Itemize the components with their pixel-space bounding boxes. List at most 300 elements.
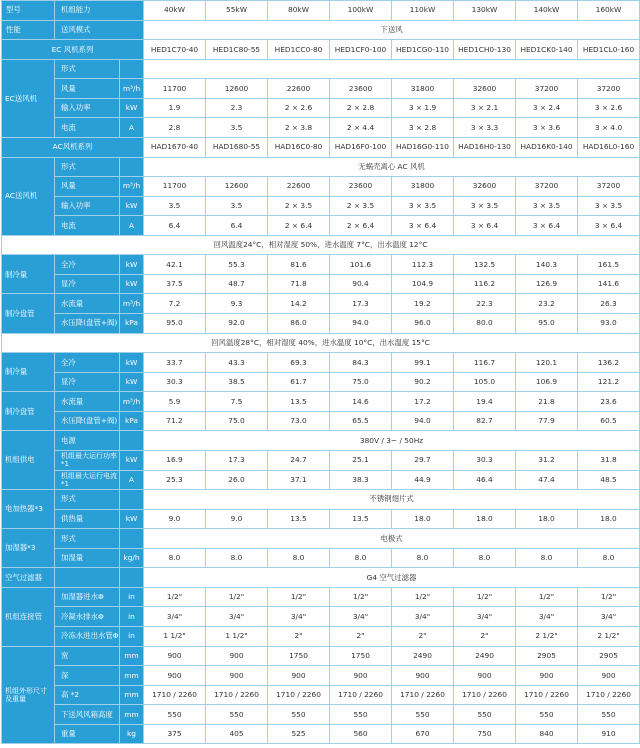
filter-unit [120, 568, 144, 588]
ac-airflow-cell: 37200 [516, 177, 578, 197]
ac-airflow-cell: 12600 [206, 177, 268, 197]
maxpower-cell: 31.8 [578, 450, 640, 470]
power-supply-group: 机组供电 [2, 431, 55, 490]
cond1-coil-group: 制冷盘管 [2, 294, 55, 333]
ac-form-label: 形式 [55, 157, 120, 177]
pipe-chw-label: 冷冻水进出水管Φ [55, 627, 120, 647]
cond2-drop-cell: 75.0 [206, 411, 268, 431]
dim-depth-cell: 900 [392, 666, 454, 686]
capacity-header: 80kW [268, 1, 330, 21]
humidifier-form-label: 形式 [55, 529, 120, 549]
humidifier-capacity-row [2, 548, 640, 568]
pipe-inlet-cell: 1/2" [454, 587, 516, 607]
dim-depth-label: 深 [55, 666, 120, 686]
ac-group-label: AC送风机 [2, 157, 55, 235]
ac-series-cell: HAD16G0-110 [392, 137, 454, 157]
cond2-drop-unit: kPa [120, 411, 144, 431]
humidifier-form-unit [120, 529, 144, 549]
heater-form-unit [120, 490, 144, 510]
cond2-sensible-row [2, 372, 640, 392]
pipe-chw-cell: 2 1/2" [578, 627, 640, 647]
cond2-drop-cell: 94.0 [392, 411, 454, 431]
heater-group: 电加热器*3 [2, 490, 55, 529]
ac-power-cell: 3.5 [144, 196, 206, 216]
ec-power-row [2, 98, 640, 118]
dim-outlet-cell: 550 [578, 705, 640, 725]
maxcurrent-cell: 47.4 [516, 470, 578, 490]
pipe-chw-cell: 2" [454, 627, 516, 647]
cond1-total-cell: 132.5 [454, 255, 516, 275]
cond1-water-row [2, 294, 640, 314]
cond1-drop-cell: 80.0 [454, 314, 516, 334]
ec-current-cell: 3 × 2.8 [392, 118, 454, 138]
cond1-water-unit: m³/h [120, 294, 144, 314]
dim-height-row [2, 685, 640, 705]
dim-height-cell: 1710 / 2260 [330, 685, 392, 705]
dim-depth-cell: 900 [578, 666, 640, 686]
ac-current-cell: 3 × 6.4 [578, 216, 640, 236]
pipe-inlet-cell: 1/2" [268, 587, 330, 607]
cond2-total-cell: 136.2 [578, 353, 640, 373]
ac-airflow-cell: 23600 [330, 177, 392, 197]
ec-current-cell: 3 × 4.0 [578, 118, 640, 138]
dim-height-unit: mm [120, 685, 144, 705]
maxpower-cell: 17.3 [206, 450, 268, 470]
cond1-sensible-unit: kW [120, 274, 144, 294]
ec-airflow-cell: 22600 [268, 79, 330, 99]
ac-series-label: AC风机系列 [2, 137, 144, 157]
cond2-water-cell: 5.9 [144, 392, 206, 412]
pipe-drain-cell: 3/4" [268, 607, 330, 627]
filter-row [2, 568, 640, 588]
model-label: 型号 [2, 1, 55, 21]
ac-power-cell: 3.5 [206, 196, 268, 216]
dim-width-cell: 1750 [268, 646, 330, 666]
dim-height-label: 高 *2 [55, 685, 120, 705]
heater-capacity-cell: 9.0 [206, 509, 268, 529]
dimensions-group: 机组外形尺寸及重量 [2, 646, 55, 744]
cond2-total-cell: 69.3 [268, 353, 330, 373]
ac-power-cell: 3 × 3.5 [516, 196, 578, 216]
humidifier-capacity-cell: 8.0 [268, 548, 330, 568]
ac-series-cell: HAD16K0-140 [516, 137, 578, 157]
dim-depth-cell: 900 [330, 666, 392, 686]
cond2-sensible-cell: 121.2 [578, 372, 640, 392]
ac-airflow-label: 风量 [55, 177, 120, 197]
cond1-drop-cell: 96.0 [392, 314, 454, 334]
cond1-water-cell: 22.3 [454, 294, 516, 314]
cond1-water-cell: 9.3 [206, 294, 268, 314]
dim-outlet-row [2, 705, 640, 725]
capacity-header: 55kW [206, 1, 268, 21]
maxpower-cell: 29.7 [392, 450, 454, 470]
ec-series-cell: HED1C70-40 [144, 40, 206, 60]
ec-airflow-cell: 31800 [392, 79, 454, 99]
dim-height-cell: 1710 / 2260 [516, 685, 578, 705]
cond1-total-cell: 140.3 [516, 255, 578, 275]
capacity-header: 110kW [392, 1, 454, 21]
cond2-note-row [2, 333, 640, 353]
cond1-sensible-cell: 90.4 [330, 274, 392, 294]
ac-series-cell: HAD1680-55 [206, 137, 268, 157]
ec-current-cell: 2 × 4.4 [330, 118, 392, 138]
heater-capacity-unit: kW [120, 509, 144, 529]
ec-current-label: 电流 [55, 118, 120, 138]
cond1-total-row [2, 255, 640, 275]
dim-width-row [2, 646, 640, 666]
ec-series-cell: HED1CC0-80 [268, 40, 330, 60]
cond2-water-cell: 19.4 [454, 392, 516, 412]
humidifier-capacity-label: 加湿量 [55, 548, 120, 568]
pipe-inlet-cell: 1/2" [144, 587, 206, 607]
dim-width-cell: 900 [144, 646, 206, 666]
cond1-note-row [2, 235, 640, 255]
ac-series-cell: HAD16H0-130 [454, 137, 516, 157]
humidifier-form-value: 电极式 [144, 529, 640, 549]
cond1-sensible-cell: 141.6 [578, 274, 640, 294]
filter-value: G4 空气过滤器 [144, 568, 640, 588]
heater-form-value: 不锈钢翅片式 [144, 490, 640, 510]
humidifier-capacity-cell: 8.0 [454, 548, 516, 568]
ac-current-cell: 3 × 6.4 [516, 216, 578, 236]
maxpower-cell: 31.2 [516, 450, 578, 470]
maxpower-cell: 16.9 [144, 450, 206, 470]
cond1-water-cell: 7.2 [144, 294, 206, 314]
ec-power-cell: 3 × 2.1 [454, 98, 516, 118]
ec-airflow-cell: 37200 [578, 79, 640, 99]
ec-airflow-label: 风量 [55, 79, 120, 99]
maxpower-cell: 30.3 [454, 450, 516, 470]
cond2-sensible-cell: 61.7 [268, 372, 330, 392]
pipe-drain-cell: 3/4" [144, 607, 206, 627]
cond2-total-row [2, 353, 640, 373]
ac-series-cell: HAD16C0-80 [268, 137, 330, 157]
cond2-water-cell: 23.6 [578, 392, 640, 412]
dim-depth-cell: 900 [516, 666, 578, 686]
dim-height-cell: 1710 / 2260 [268, 685, 330, 705]
dim-weight-cell: 405 [206, 724, 268, 744]
cond2-water-cell: 7.5 [206, 392, 268, 412]
cond1-total-cell: 101.6 [330, 255, 392, 275]
cond2-water-row [2, 392, 640, 412]
ec-current-cell: 3 × 3.3 [454, 118, 516, 138]
cond2-sensible-cell: 105.0 [454, 372, 516, 392]
ac-current-cell: 2 × 6.4 [268, 216, 330, 236]
dim-depth-unit: mm [120, 666, 144, 686]
maxcurrent-row [2, 470, 640, 490]
pipe-drain-row [2, 607, 640, 627]
maxcurrent-cell: 37.1 [268, 470, 330, 490]
ec-series-cell: HED1C80-55 [206, 40, 268, 60]
cond2-water-cell: 14.6 [330, 392, 392, 412]
pipe-inlet-cell: 1/2" [206, 587, 268, 607]
ac-series-cell: HAD16L0-160 [578, 137, 640, 157]
header-row-performance [2, 20, 640, 40]
cond2-water-cell: 21.8 [516, 392, 578, 412]
ec-form-label: 形式 [55, 59, 120, 79]
ac-power-cell: 3 × 3.5 [454, 196, 516, 216]
filter-group: 空气过滤器 [2, 568, 55, 588]
cond1-drop-cell: 95.0 [516, 314, 578, 334]
pipe-chw-cell: 1 1/2" [206, 627, 268, 647]
cond2-drop-cell: 73.0 [268, 411, 330, 431]
cond2-total-cell: 33.7 [144, 353, 206, 373]
dim-width-cell: 2490 [392, 646, 454, 666]
pipe-chw-unit: in [120, 627, 144, 647]
ac-power-cell: 3 × 3.5 [392, 196, 454, 216]
ac-power-unit: kW [120, 196, 144, 216]
cond1-sensible-row [2, 274, 640, 294]
ac-current-cell: 6.4 [206, 216, 268, 236]
airflow-mode-value: 下送风 [144, 20, 640, 40]
maxcurrent-cell: 26.0 [206, 470, 268, 490]
heater-capacity-cell: 18.0 [578, 509, 640, 529]
cond2-sensible-cell: 38.5 [206, 372, 268, 392]
ec-current-cell: 2.8 [144, 118, 206, 138]
ec-power-cell: 2.3 [206, 98, 268, 118]
ec-airflow-cell: 12600 [206, 79, 268, 99]
ac-series-cell: HAD16F0-100 [330, 137, 392, 157]
ac-airflow-cell: 11700 [144, 177, 206, 197]
dim-outlet-unit: mm [120, 705, 144, 725]
ac-current-row [2, 216, 640, 236]
dim-outlet-cell: 550 [268, 705, 330, 725]
pipe-drain-label: 冷凝水排水Φ [55, 607, 120, 627]
dim-outlet-cell: 550 [144, 705, 206, 725]
heater-form-label: 形式 [55, 490, 120, 510]
spec-table [1, 0, 640, 744]
dim-weight-label: 重量 [55, 724, 120, 744]
ec-current-cell: 2 × 3.8 [268, 118, 330, 138]
dim-outlet-label: 下送风风箱高度 [55, 705, 120, 725]
humidifier-capacity-cell: 8.0 [392, 548, 454, 568]
pipes-group: 机组连接管 [2, 587, 55, 646]
dim-depth-cell: 900 [144, 666, 206, 686]
cond2-sensible-cell: 30.3 [144, 372, 206, 392]
maxcurrent-cell: 44.9 [392, 470, 454, 490]
ec-power-cell: 3 × 1.9 [392, 98, 454, 118]
cond2-water-label: 水流量 [55, 392, 120, 412]
cond1-drop-cell: 95.0 [144, 314, 206, 334]
ac-airflow-cell: 37200 [578, 177, 640, 197]
cond1-drop-row [2, 314, 640, 334]
capacity-header: 100kW [330, 1, 392, 21]
cond1-total-cell: 55.3 [206, 255, 268, 275]
cond2-total-cell: 120.1 [516, 353, 578, 373]
cond2-coil-group: 制冷盘管 [2, 392, 55, 431]
cond2-drop-cell: 82.7 [454, 411, 516, 431]
cond2-condition-note: 回风温度28°C，相对湿度 40%，进水温度 10°C，出水温度 15°C [2, 333, 640, 353]
pipe-chw-cell: 2 1/2" [516, 627, 578, 647]
ac-series-row [2, 137, 640, 157]
pipe-drain-cell: 3/4" [578, 607, 640, 627]
dim-height-cell: 1710 / 2260 [144, 685, 206, 705]
maxcurrent-cell: 46.4 [454, 470, 516, 490]
heater-capacity-cell: 18.0 [392, 509, 454, 529]
pipe-inlet-cell: 1/2" [392, 587, 454, 607]
ac-series-cell: HAD1670-40 [144, 137, 206, 157]
dim-height-cell: 1710 / 2260 [454, 685, 516, 705]
dim-outlet-cell: 550 [392, 705, 454, 725]
ec-form-value [144, 59, 640, 79]
cond1-water-cell: 23.2 [516, 294, 578, 314]
ec-series-label: EC 风机系列 [2, 40, 144, 60]
cond1-water-cell: 17.3 [330, 294, 392, 314]
dim-outlet-cell: 550 [206, 705, 268, 725]
ac-power-cell: 3 × 3.5 [578, 196, 640, 216]
cond1-sensible-cell: 48.7 [206, 274, 268, 294]
dim-width-cell: 2905 [516, 646, 578, 666]
dim-depth-cell: 900 [454, 666, 516, 686]
cond1-sensible-cell: 37.5 [144, 274, 206, 294]
dim-weight-cell: 840 [516, 724, 578, 744]
cond2-drop-cell: 60.5 [578, 411, 640, 431]
maxpower-unit: kW [120, 450, 144, 470]
cond2-drop-cell: 77.9 [516, 411, 578, 431]
ec-current-row [2, 118, 640, 138]
cond1-sensible-cell: 126.9 [516, 274, 578, 294]
ec-airflow-row [2, 79, 640, 99]
ec-airflow-cell: 32600 [454, 79, 516, 99]
dim-outlet-cell: 550 [454, 705, 516, 725]
dim-outlet-cell: 550 [516, 705, 578, 725]
header-row-models [2, 1, 640, 21]
ac-form-unit [120, 157, 144, 177]
pipe-drain-cell: 3/4" [516, 607, 578, 627]
ec-form-unit [120, 59, 144, 79]
dim-depth-cell: 900 [206, 666, 268, 686]
ac-power-row [2, 196, 640, 216]
cond1-total-label: 全冷 [55, 255, 120, 275]
cond1-total-cell: 161.5 [578, 255, 640, 275]
cond2-sensible-cell: 75.0 [330, 372, 392, 392]
dim-weight-cell: 670 [392, 724, 454, 744]
cond1-cooling-group: 制冷量 [2, 255, 55, 294]
cond2-total-cell: 116.7 [454, 353, 516, 373]
humidifier-capacity-cell: 8.0 [330, 548, 392, 568]
ec-series-cell: HED1CF0-100 [330, 40, 392, 60]
pipe-inlet-label: 加湿器进水Φ [55, 587, 120, 607]
capacity-header: 40kW [144, 1, 206, 21]
cond1-total-cell: 112.3 [392, 255, 454, 275]
cond1-drop-cell: 86.0 [268, 314, 330, 334]
cond1-water-cell: 26.3 [578, 294, 640, 314]
heater-capacity-label: 供热量 [55, 509, 120, 529]
dim-outlet-cell: 550 [330, 705, 392, 725]
cond1-sensible-cell: 71.8 [268, 274, 330, 294]
ec-airflow-unit: m³/h [120, 79, 144, 99]
cond1-drop-label: 水压降(盘管+阀) [55, 314, 120, 334]
ec-power-cell: 2 × 2.6 [268, 98, 330, 118]
ac-current-cell: 2 × 6.4 [330, 216, 392, 236]
dim-width-label: 宽 [55, 646, 120, 666]
cond2-total-unit: kW [120, 353, 144, 373]
ec-current-cell: 3.5 [206, 118, 268, 138]
heater-capacity-cell: 9.0 [144, 509, 206, 529]
pipe-chw-row [2, 627, 640, 647]
dim-weight-cell: 910 [578, 724, 640, 744]
supply-label: 电源 [55, 431, 120, 451]
ec-series-cell: HED1CL0-160 [578, 40, 640, 60]
ec-current-cell: 3 × 3.6 [516, 118, 578, 138]
cond2-drop-cell: 65.5 [330, 411, 392, 431]
ec-series-cell: HED1CK0-140 [516, 40, 578, 60]
ac-power-cell: 2 × 3.5 [268, 196, 330, 216]
dim-width-cell: 2490 [454, 646, 516, 666]
dim-weight-unit: kg [120, 724, 144, 744]
cond2-cooling-group: 制冷量 [2, 353, 55, 392]
cond1-sensible-label: 显冷 [55, 274, 120, 294]
cond1-water-label: 水流量 [55, 294, 120, 314]
pipe-inlet-unit: in [120, 587, 144, 607]
cond2-water-cell: 17.2 [392, 392, 454, 412]
ac-power-cell: 2 × 3.5 [330, 196, 392, 216]
dim-height-cell: 1710 / 2260 [578, 685, 640, 705]
cond2-drop-row [2, 411, 640, 431]
cond2-total-label: 全冷 [55, 353, 120, 373]
supply-unit [120, 431, 144, 451]
cond2-sensible-label: 显冷 [55, 372, 120, 392]
humidifier-capacity-cell: 8.0 [144, 548, 206, 568]
dim-weight-cell: 525 [268, 724, 330, 744]
cond2-sensible-cell: 90.2 [392, 372, 454, 392]
cond1-sensible-cell: 116.2 [454, 274, 516, 294]
cond2-sensible-cell: 106.9 [516, 372, 578, 392]
ec-series-cell: HED1CH0-130 [454, 40, 516, 60]
ac-airflow-cell: 22600 [268, 177, 330, 197]
cond1-total-unit: kW [120, 255, 144, 275]
performance-label: 性能 [2, 20, 55, 40]
ec-series-cell: HED1CG0-110 [392, 40, 454, 60]
heater-capacity-cell: 13.5 [330, 509, 392, 529]
maxpower-row [2, 450, 640, 470]
pipe-inlet-cell: 1/2" [578, 587, 640, 607]
cond2-total-cell: 84.3 [330, 353, 392, 373]
dim-width-unit: mm [120, 646, 144, 666]
pipe-drain-cell: 3/4" [454, 607, 516, 627]
heater-capacity-row [2, 509, 640, 529]
dim-depth-cell: 900 [268, 666, 330, 686]
ec-airflow-cell: 37200 [516, 79, 578, 99]
ac-current-unit: A [120, 216, 144, 236]
ec-power-label: 输入功率 [55, 98, 120, 118]
maxcurrent-label: 机组最大运行电流*1 [55, 470, 120, 490]
cond1-water-cell: 19.2 [392, 294, 454, 314]
ec-airflow-cell: 23600 [330, 79, 392, 99]
cond2-water-cell: 13.5 [268, 392, 330, 412]
pipe-inlet-cell: 1/2" [516, 587, 578, 607]
maxpower-cell: 24.7 [268, 450, 330, 470]
humidifier-capacity-unit: kg/h [120, 548, 144, 568]
airflow-mode-label: 送风模式 [55, 20, 144, 40]
capacity-label: 机组能力 [55, 1, 144, 21]
ac-airflow-unit: m³/h [120, 177, 144, 197]
cond1-drop-cell: 94.0 [330, 314, 392, 334]
cond1-total-cell: 81.6 [268, 255, 330, 275]
supply-value: 380V / 3~ / 50Hz [144, 431, 640, 451]
ac-current-cell: 3 × 6.4 [392, 216, 454, 236]
maxcurrent-cell: 25.3 [144, 470, 206, 490]
dim-width-cell: 900 [206, 646, 268, 666]
dim-width-cell: 1750 [330, 646, 392, 666]
cond2-total-cell: 43.3 [206, 353, 268, 373]
cond1-drop-unit: kPa [120, 314, 144, 334]
ec-series-row [2, 40, 640, 60]
ec-power-cell: 3 × 2.6 [578, 98, 640, 118]
maxcurrent-cell: 38.3 [330, 470, 392, 490]
pipe-chw-cell: 2" [330, 627, 392, 647]
humidifier-capacity-cell: 8.0 [578, 548, 640, 568]
